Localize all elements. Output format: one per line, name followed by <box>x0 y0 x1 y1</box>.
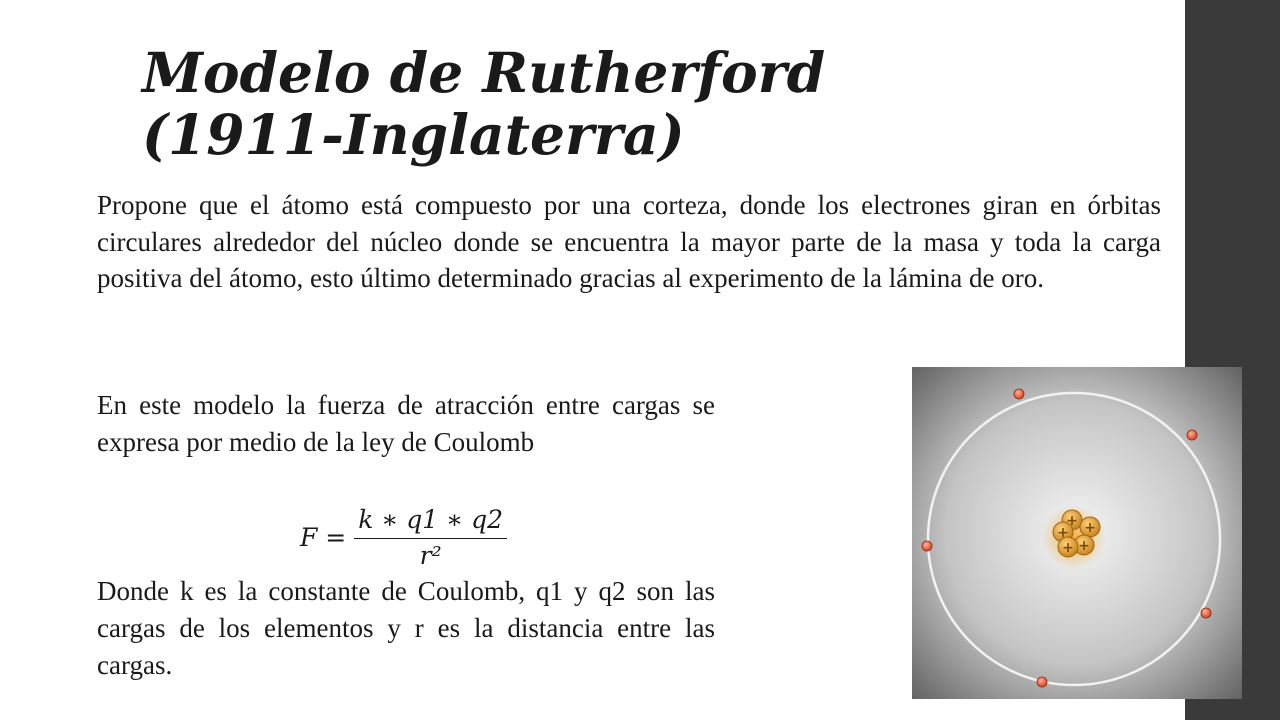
svg-text:+: + <box>1078 538 1090 554</box>
paragraph-definitions: Donde k es la constante de Coulomb, q1 y q2 son las cargas de los elementos y r es la distancia entre las cargas. <box>97 576 715 680</box>
electron <box>922 541 932 551</box>
electron <box>1014 389 1024 399</box>
coulomb-formula <box>300 497 507 577</box>
formula-denominator: r² <box>419 540 442 570</box>
formula-numerator: k ∗ q1 ∗ q2 <box>354 505 507 539</box>
electron <box>1201 608 1211 618</box>
formula-lhs: F = <box>300 522 347 552</box>
electron <box>1037 677 1047 687</box>
electron <box>1187 430 1197 440</box>
atom-illustration <box>912 367 1242 699</box>
slide-title: Modelo de Rutherford (1911-Inglaterra) <box>142 40 826 167</box>
svg-text:+: + <box>1062 540 1074 556</box>
paragraph-intro: Propone que el átomo está compuesto por una corteza, donde los electrones giran en órbitas circulares alrededor del núcleo donde se encuentra la mayor parte de la masa y toda la carga positiva del átomo, esto último determinado gracias al experimento de la lámina de oro. <box>97 190 1161 293</box>
paragraph-coulomb: En este modelo la fuerza de atracción entre cargas se expresa por medio de la ley de Coulomb <box>97 390 715 457</box>
formula-fraction <box>354 505 507 570</box>
svg-text:+: + <box>1066 513 1078 529</box>
svg-text:+: + <box>1057 525 1069 541</box>
svg-text:+: + <box>1084 520 1096 536</box>
